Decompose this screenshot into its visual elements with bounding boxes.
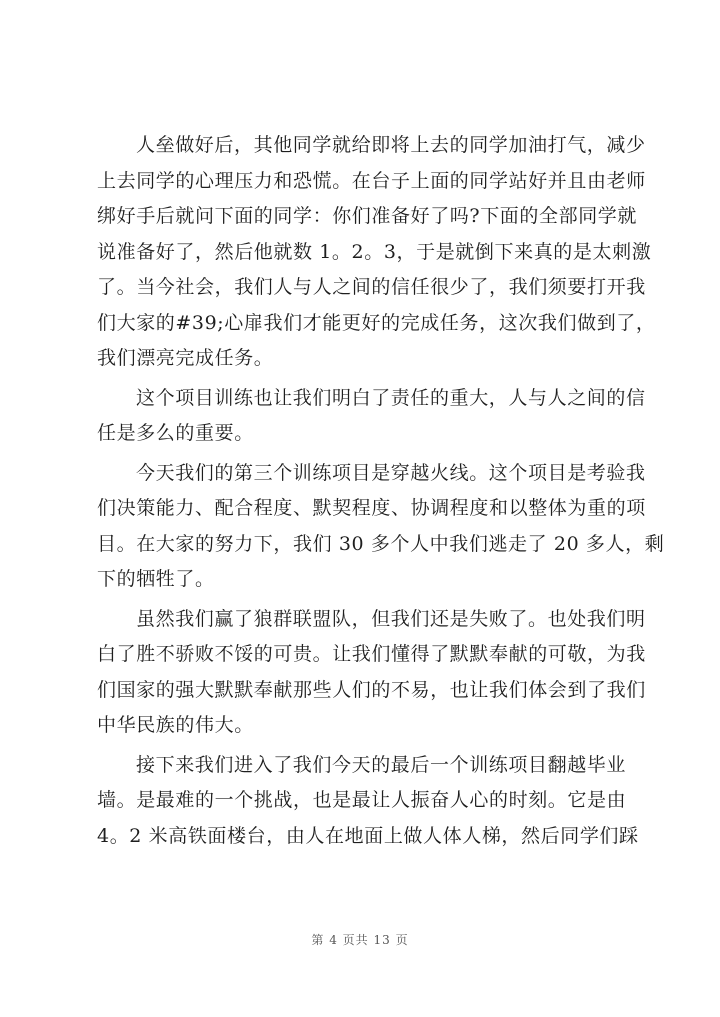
paragraph-4 xyxy=(97,602,646,744)
text-line: 4。2 米高铁面楼台，由人在地面上做人体人梯，然后同学们踩 xyxy=(97,824,639,847)
text-line: 下的牺牲了。 xyxy=(97,568,215,590)
text-line: 目。在大家的努力下，我们 30 多个人中我们逃走了 20 多人，剩 xyxy=(97,532,665,555)
text-line: 虽然我们赢了狼群联盟队，但我们还是失败了。也处我们明 xyxy=(136,607,646,630)
text-line: 们国家的强大默默奉献那些人们的不易，也让我们体会到了我们 xyxy=(97,678,646,701)
text-line: 接下来我们进入了我们今天的最后一个训练项目翻越毕业 xyxy=(136,753,627,776)
text-line: 今天我们的第三个训练项目是穿越火线。这个项目是考验我 xyxy=(136,461,646,484)
text-line: 白了胜不骄败不馁的可贵。让我们懂得了默默奉献的可敬，为我 xyxy=(97,643,646,665)
text-line: 绑好手后就问下面的同学：你们准备好了吗?下面的全部同学就 xyxy=(97,205,637,227)
text-line: 说准备好了，然后他就数 1。2。3，于是就倒下来真的是太刺激 xyxy=(97,240,652,263)
paragraph-2 xyxy=(97,381,646,452)
text-line: 人垒做好后，其他同学就给即将上去的同学加油打气，减少 xyxy=(136,134,646,156)
text-line: 任是多么的重要。 xyxy=(97,422,254,444)
text-line: 这个项目训练也让我们明白了责任的重大，人与人之间的信 xyxy=(136,386,646,409)
text-line: 中华民族的伟大。 xyxy=(97,714,254,736)
paragraph-1 xyxy=(97,128,656,377)
text-line: 墙。是最难的一个挑战，也是最让人振奋人心的时刻。它是由 xyxy=(97,789,627,811)
paragraph-3 xyxy=(97,456,665,598)
text-line: 上去同学的心理压力和恐慌。在台子上面的同学站好并且由老师 xyxy=(97,169,646,192)
text-line: 们大家的#39;心扉我们才能更好的完成任务，这次我们做到了， xyxy=(97,311,656,334)
text-line: 们决策能力、配合程度、默契程度、协调程度和以整体为重的项 xyxy=(97,497,646,519)
text-line: 了。当今社会，我们人与人之间的信任很少了，我们须要打开我 xyxy=(97,276,646,298)
text-line: 我们漂亮完成任务。 xyxy=(97,347,274,369)
page-number-footer: 第 4 页共 13 页 xyxy=(311,933,409,947)
body-text xyxy=(97,128,665,858)
paragraph-5 xyxy=(97,748,643,855)
